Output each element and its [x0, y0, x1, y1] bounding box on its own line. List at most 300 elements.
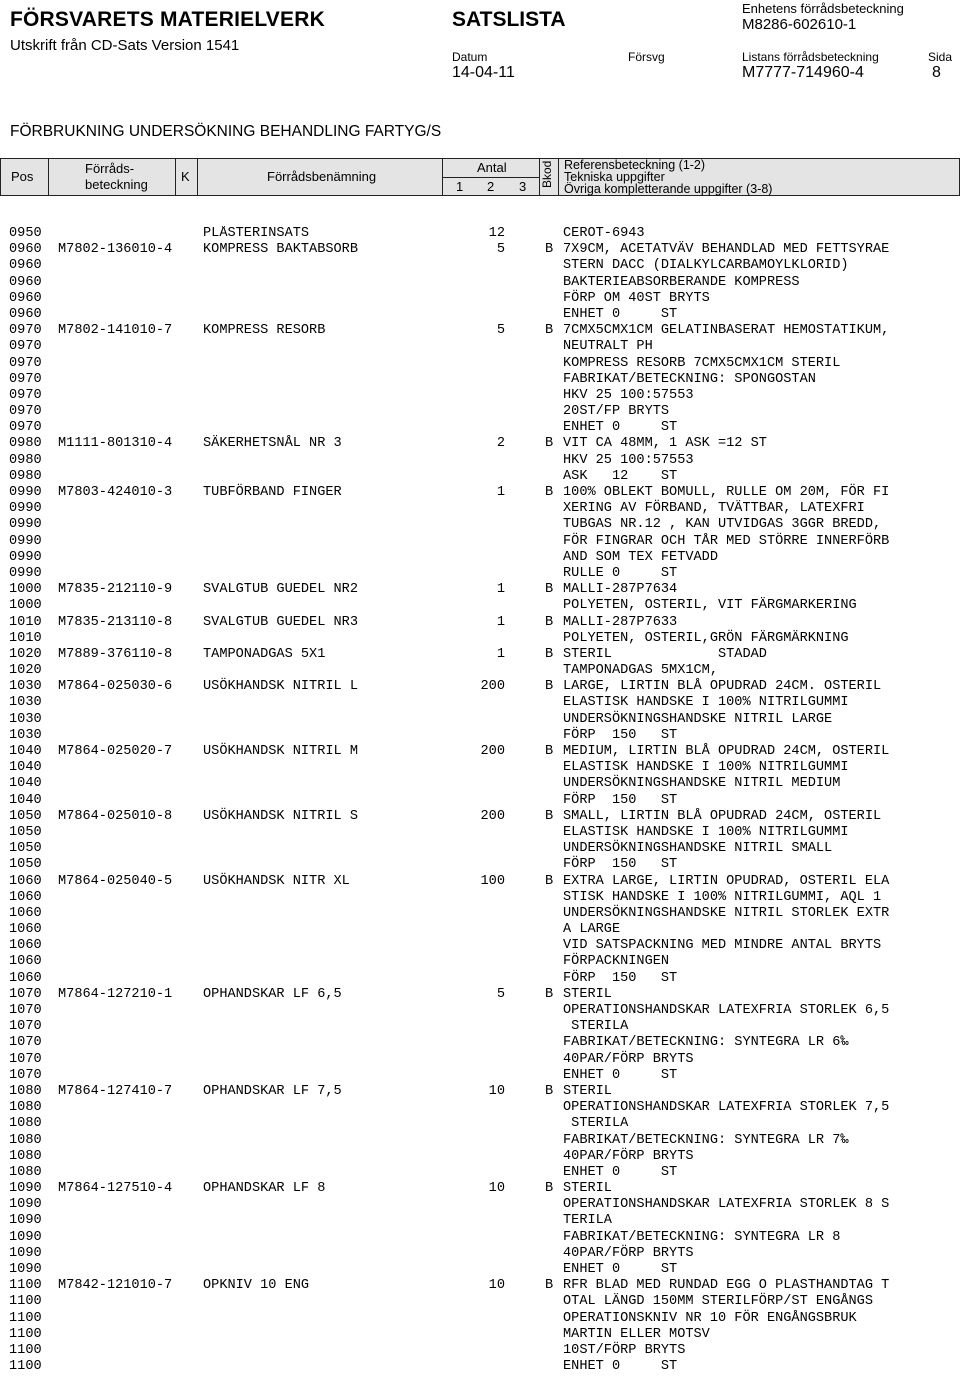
col-antal-3: 3: [519, 179, 527, 194]
row-reference: AND SOM TEX FETVADD: [563, 549, 718, 565]
table-row: [0, 453, 960, 469]
row-reference: STERIL: [563, 986, 612, 1002]
table-row: [0, 1133, 960, 1149]
row-article-number: M7889-376110-8: [58, 646, 173, 662]
row-bkod: B: [545, 679, 554, 695]
row-reference: MARTIN ELLER MOTSV: [563, 1326, 710, 1342]
row-reference: STERILA: [563, 1116, 629, 1132]
row-bkod: B: [545, 485, 554, 500]
row-reference: ASK 12 ST: [563, 468, 678, 484]
row-pos: 1080: [9, 1132, 42, 1148]
table-row: [0, 1084, 960, 1100]
page-label: Sida: [928, 50, 953, 64]
row-bkod: B: [545, 242, 554, 258]
row-pos: 1050: [9, 841, 42, 857]
col-k: K: [181, 169, 190, 184]
row-quantity: 12: [488, 226, 505, 241]
col-forrad-line1: Förråds-: [85, 161, 135, 176]
row-item-name: SÄKERHETSNÅL NR 3: [203, 436, 342, 452]
table-row: [0, 1149, 960, 1165]
unit-designation-label: Enhetens förrådsbeteckning: [742, 1, 904, 16]
row-pos: 0970: [9, 339, 42, 355]
row-quantity: 200: [480, 808, 505, 824]
table-row: [0, 388, 960, 404]
row-pos: 1030: [9, 679, 42, 695]
row-pos: 1030: [9, 695, 42, 711]
row-pos: 1090: [9, 1229, 42, 1245]
row-pos: 1030: [9, 711, 42, 727]
row-pos: 0980: [9, 452, 42, 468]
row-pos: 1040: [9, 776, 42, 792]
row-pos: 0990: [9, 549, 42, 565]
forsvg-label: Försvg: [628, 50, 665, 64]
col-ref-line3: Övriga kompletterande uppgifter (3-8): [564, 182, 773, 196]
row-reference: TERILA: [563, 1213, 612, 1229]
table-row: [0, 1246, 960, 1262]
row-reference: ENHET 0 ST: [563, 1164, 678, 1180]
row-reference: MALLI-287P7634: [563, 582, 678, 598]
row-item-name: SVALGTUB GUEDEL NR2: [203, 582, 358, 598]
row-pos: 1100: [9, 1294, 42, 1310]
row-pos: 1050: [9, 857, 42, 873]
row-article-number: M7802-141010-7: [58, 323, 173, 339]
row-pos: 1050: [9, 808, 42, 824]
table-row: [0, 1343, 960, 1359]
col-ref-line2: Tekniska uppgifter: [564, 170, 665, 184]
row-reference: TAMPONADGAS 5MX1CM,: [563, 663, 718, 679]
row-pos: 1080: [9, 1083, 42, 1099]
col-antal: Antal: [477, 160, 507, 175]
table-row: [0, 1278, 960, 1294]
row-article-number: M7842-121010-7: [58, 1278, 173, 1294]
row-item-name: OPKNIV 10 ENG: [203, 1278, 310, 1294]
row-item-name: TAMPONADGAS 5X1: [203, 646, 326, 662]
row-pos: 1070: [9, 986, 42, 1002]
row-pos: 0970: [9, 404, 42, 420]
row-bkod: B: [545, 986, 554, 1002]
row-quantity: 10: [488, 1181, 505, 1197]
row-reference: FÖRP 150 ST: [563, 727, 678, 743]
row-item-name: KOMPRESS RESORB: [203, 323, 326, 339]
column-divider: [197, 159, 198, 195]
row-pos: 0960: [9, 258, 42, 274]
row-article-number: M7864-025020-7: [58, 744, 173, 759]
row-reference: POLYETEN, OSTERIL,GRÖN FÄRGMÄRKNING: [563, 630, 849, 646]
row-item-name: USÖKHANDSK NITRIL S: [203, 808, 358, 824]
row-bkod: B: [545, 323, 554, 339]
row-pos: 1040: [9, 792, 42, 808]
row-reference: RFR BLAD MED RUNDAD EGG O PLASTHANDTAG T: [563, 1278, 890, 1294]
antal-divider: [442, 177, 539, 178]
table-row: [0, 971, 960, 987]
row-quantity: 5: [496, 242, 505, 258]
table-row: [0, 663, 960, 679]
row-reference: STERIL: [563, 1083, 612, 1099]
table-row: [0, 1262, 960, 1278]
table-row: [0, 404, 960, 420]
row-quantity: 10: [488, 1278, 505, 1294]
row-quantity: 200: [480, 679, 505, 695]
row-pos: 1030: [9, 727, 42, 743]
row-reference: ENHET 0 ST: [563, 1067, 678, 1083]
row-reference: MALLI-287P7633: [563, 614, 678, 630]
row-reference: STISK HANDSKE I 100% NITRILGUMMI, AQL 1: [563, 889, 882, 905]
row-pos: 1070: [9, 1051, 42, 1067]
row-reference: 40PAR/FÖRP BRYTS: [563, 1051, 694, 1067]
col-benamning: Förrådsbenämning: [267, 169, 377, 184]
row-pos: 1070: [9, 1003, 42, 1018]
row-item-name: OPHANDSKAR LF 7,5: [203, 1083, 342, 1099]
row-article-number: M7835-213110-8: [58, 614, 173, 630]
row-reference: ELASTISK HANDSKE I 100% NITRILGUMMI: [563, 760, 849, 776]
table-row: [0, 1197, 960, 1213]
row-bkod: B: [545, 582, 554, 598]
row-article-number: M7864-025030-6: [58, 679, 173, 695]
table-row: [0, 1181, 960, 1197]
table-row: [0, 776, 960, 792]
table-row: [0, 420, 960, 436]
row-pos: 1090: [9, 1197, 42, 1213]
row-bkod: B: [545, 808, 554, 824]
table-row: [0, 809, 960, 825]
table-row: [0, 825, 960, 841]
row-pos: 1060: [9, 905, 42, 921]
row-bkod: B: [545, 436, 554, 452]
row-reference: UNDERSÖKNINGSHANDSKE NITRIL STORLEK EXTR: [563, 905, 890, 921]
row-pos: 0980: [9, 436, 42, 452]
row-pos: 0990: [9, 517, 42, 533]
table-row: [0, 323, 960, 339]
row-pos: 0970: [9, 355, 42, 371]
table-row: [0, 1165, 960, 1181]
row-reference: BAKTERIEABSORBERANDE KOMPRESS: [563, 274, 800, 290]
row-quantity: 100: [480, 873, 505, 889]
row-bkod: B: [545, 646, 554, 662]
table-row: [0, 695, 960, 711]
row-reference: LARGE, LIRTIN BLÅ OPUDRAD 24CM. OSTERIL: [563, 679, 882, 695]
table-row: [0, 1213, 960, 1229]
table-row: [0, 615, 960, 631]
table-row: [0, 906, 960, 922]
row-reference: STERN DACC (DIALKYLCARBAMOYLKLORID): [563, 258, 849, 274]
row-reference: CEROT-6943: [563, 226, 645, 241]
organization-name: FÖRSVARETS MATERIELVERK: [10, 8, 325, 31]
list-designation-value: M7777-714960-4: [742, 64, 864, 81]
row-article-number: M7835-212110-9: [58, 582, 173, 598]
row-pos: 1080: [9, 1148, 42, 1164]
table-row: [0, 679, 960, 695]
date-value: 14-04-11: [452, 64, 515, 81]
row-pos: 1050: [9, 824, 42, 840]
col-ref-line1: Referensbeteckning (1-2): [564, 158, 706, 172]
column-divider: [558, 159, 559, 195]
row-article-number: M7864-127410-7: [58, 1083, 173, 1099]
row-pos: 0990: [9, 533, 42, 549]
table-row: [0, 469, 960, 485]
table-row: [0, 598, 960, 614]
row-reference: FÖRP OM 40ST BRYTS: [563, 290, 710, 306]
row-item-name: SVALGTUB GUEDEL NR3: [203, 614, 358, 630]
row-item-name: OPHANDSKAR LF 6,5: [203, 986, 342, 1002]
row-pos: 1090: [9, 1262, 42, 1277]
row-reference: ELASTISK HANDSKE I 100% NITRILGUMMI: [563, 695, 849, 711]
table-row: [0, 501, 960, 517]
row-reference: 40PAR/FÖRP BRYTS: [563, 1245, 694, 1261]
table-row: [0, 242, 960, 258]
table-row: [0, 1294, 960, 1310]
row-pos: 1020: [9, 646, 42, 662]
row-item-name: USÖKHANDSK NITRIL L: [203, 679, 358, 695]
table-row: [0, 712, 960, 728]
row-pos: 1100: [9, 1359, 42, 1375]
table-row: [0, 874, 960, 890]
print-source: Utskrift från CD-Sats Version 1541: [10, 37, 240, 54]
row-article-number: M7864-025040-5: [58, 873, 173, 889]
row-reference: ENHET 0 ST: [563, 1359, 678, 1375]
row-pos: 1060: [9, 922, 42, 938]
item-list: [0, 226, 960, 1378]
row-reference: XERING AV FÖRBAND, TVÄTTBAR, LATEXFRI: [563, 501, 865, 517]
row-item-name: TUBFÖRBAND FINGER: [203, 485, 342, 500]
table-row: [0, 534, 960, 550]
row-reference: EXTRA LARGE, LIRTIN OPUDRAD, OSTERIL ELA: [563, 873, 890, 889]
table-row: [0, 1230, 960, 1246]
table-row: [0, 356, 960, 372]
table-row: [0, 1003, 960, 1019]
row-pos: 0970: [9, 420, 42, 436]
table-row: [0, 566, 960, 582]
document-title: SATSLISTA: [452, 8, 566, 31]
row-reference: 7CMX5CMX1CM GELATINBASERAT HEMOSTATIKUM,: [563, 323, 890, 339]
row-article-number: M7802-136010-4: [58, 242, 173, 258]
table-row: [0, 728, 960, 744]
row-reference: SMALL, LIRTIN BLÅ OPUDRAD 24CM, OSTERIL: [563, 808, 882, 824]
col-bkod: Bkod: [540, 160, 554, 188]
table-row: [0, 258, 960, 274]
row-reference: OPERATIONSHANDSKAR LATEXFRIA STORLEK 8 S: [563, 1197, 890, 1213]
row-reference: 10ST/FÖRP BRYTS: [563, 1342, 686, 1358]
row-item-name: KOMPRESS BAKTABSORB: [203, 242, 358, 258]
row-reference: RULLE 0 ST: [563, 565, 678, 581]
row-pos: 1100: [9, 1310, 42, 1326]
row-bkod: B: [545, 1278, 554, 1294]
row-pos: 0990: [9, 485, 42, 500]
row-reference: KOMPRESS RESORB 7CMX5CMX1CM STERIL: [563, 355, 841, 371]
row-pos: 0960: [9, 306, 42, 322]
row-pos: 1060: [9, 938, 42, 954]
column-divider: [175, 159, 176, 195]
row-reference: UNDERSÖKNINGSHANDSKE NITRIL SMALL: [563, 841, 833, 857]
table-row: [0, 987, 960, 1003]
row-reference: STERILA: [563, 1019, 629, 1035]
row-pos: 1060: [9, 954, 42, 970]
table-row: [0, 1359, 960, 1375]
row-pos: 1080: [9, 1116, 42, 1132]
row-bkod: B: [545, 873, 554, 889]
table-row: [0, 841, 960, 857]
table-row: [0, 631, 960, 647]
table-row: [0, 485, 960, 501]
row-reference: FÖRP 150 ST: [563, 792, 678, 808]
row-quantity: 5: [496, 323, 505, 339]
row-quantity: 1: [496, 582, 505, 598]
row-pos: 1090: [9, 1213, 42, 1229]
table-row: [0, 954, 960, 970]
row-pos: 1060: [9, 873, 42, 889]
row-article-number: M7864-127510-4: [58, 1181, 173, 1197]
table-row: [0, 226, 960, 242]
row-reference: OPERATIONSHANDSKAR LATEXFRIA STORLEK 6,5: [563, 1003, 890, 1018]
row-pos: 0990: [9, 501, 42, 517]
row-pos: 0960: [9, 274, 42, 290]
row-pos: 0970: [9, 371, 42, 387]
table-row: [0, 291, 960, 307]
row-quantity: 1: [496, 485, 505, 500]
row-reference: OPERATIONSHANDSKAR LATEXFRIA STORLEK 7,5: [563, 1100, 890, 1116]
col-antal-2: 2: [487, 179, 495, 194]
table-row: [0, 1116, 960, 1132]
row-reference: A LARGE: [563, 922, 621, 938]
row-reference: STERIL STADAD: [563, 646, 767, 662]
row-pos: 1090: [9, 1181, 42, 1197]
row-pos: 0970: [9, 323, 42, 339]
row-pos: 1100: [9, 1278, 42, 1294]
row-reference: FABRIKAT/BETECKNING: SYNTEGRA LR 8: [563, 1229, 841, 1245]
row-reference: 7X9CM, ACETATVÄV BEHANDLAD MED FETTSYRAE: [563, 242, 890, 258]
row-reference: ENHET 0 ST: [563, 420, 678, 436]
row-article-number: M1111-801310-4: [58, 436, 173, 452]
table-row: [0, 744, 960, 760]
column-divider: [48, 159, 49, 195]
row-pos: 1010: [9, 614, 42, 630]
row-article-number: M7864-127210-1: [58, 986, 173, 1002]
row-article-number: M7864-025010-8: [58, 808, 173, 824]
row-item-name: USÖKHANDSK NITR XL: [203, 873, 350, 889]
row-bkod: B: [545, 614, 554, 630]
row-quantity: 1: [496, 614, 505, 630]
row-reference: 20ST/FP BRYTS: [563, 404, 670, 420]
row-reference: FABRIKAT/BETECKNING: SYNTEGRA LR 6‰: [563, 1035, 849, 1051]
row-reference: FABRIKAT/BETECKNING: SPONGOSTAN: [563, 371, 816, 387]
table-row: [0, 275, 960, 291]
col-forrad-line2: beteckning: [85, 177, 148, 192]
row-pos: 1060: [9, 970, 42, 986]
table-row: [0, 938, 960, 954]
row-quantity: 10: [488, 1083, 505, 1099]
table-row: [0, 517, 960, 533]
table-row: [0, 1327, 960, 1343]
table-row: [0, 339, 960, 355]
row-reference: ELASTISK HANDSKE I 100% NITRILGUMMI: [563, 824, 849, 840]
row-pos: 1000: [9, 582, 42, 598]
table-row: [0, 647, 960, 663]
table-row: [0, 760, 960, 776]
row-article-number: M7803-424010-3: [58, 485, 173, 500]
row-item-name: PLÅSTERINSATS: [203, 226, 310, 241]
table-row: [0, 1311, 960, 1327]
row-pos: 1070: [9, 1035, 42, 1051]
table-row: [0, 1035, 960, 1051]
page-number: 8: [932, 64, 941, 81]
table-row: [0, 307, 960, 323]
row-pos: 1060: [9, 889, 42, 905]
row-pos: 0960: [9, 242, 42, 258]
table-row: [0, 793, 960, 809]
column-header-bar: [0, 158, 960, 196]
table-row: [0, 550, 960, 566]
row-reference: STERIL: [563, 1181, 612, 1197]
table-row: [0, 372, 960, 388]
row-pos: 1070: [9, 1067, 42, 1083]
row-pos: 0960: [9, 290, 42, 306]
row-pos: 1080: [9, 1164, 42, 1180]
row-reference: FÖRP 150 ST: [563, 857, 678, 873]
row-reference: HKV 25 100:57553: [563, 452, 694, 468]
row-quantity: 5: [496, 986, 505, 1002]
row-reference: ENHET 0 ST: [563, 306, 678, 322]
row-pos: 1020: [9, 663, 42, 679]
row-reference: ENHET 0 ST: [563, 1262, 678, 1277]
row-reference: OTAL LÄNGD 150MM STERILFÖRP/ST ENGÅNGS: [563, 1294, 873, 1310]
row-reference: NEUTRALT PH: [563, 339, 653, 355]
date-label: Datum: [452, 50, 488, 64]
row-quantity: 200: [480, 744, 505, 759]
row-reference: FABRIKAT/BETECKNING: SYNTEGRA LR 7‰: [563, 1132, 849, 1148]
list-designation-label: Listans förrådsbeteckning: [742, 50, 879, 64]
table-row: [0, 1100, 960, 1116]
row-pos: 1090: [9, 1245, 42, 1261]
table-row: [0, 857, 960, 873]
row-reference: 100% OBLEKT BOMULL, RULLE OM 20M, FÖR FI: [563, 485, 890, 500]
row-pos: 1040: [9, 760, 42, 776]
section-title: FÖRBRUKNING UNDERSÖKNING BEHANDLING FARTYG/S: [10, 123, 442, 140]
row-pos: 1000: [9, 598, 42, 614]
row-reference: UNDERSÖKNINGSHANDSKE NITRIL LARGE: [563, 711, 833, 727]
row-bkod: B: [545, 1083, 554, 1099]
row-pos: 0990: [9, 565, 42, 581]
row-item-name: OPHANDSKAR LF 8: [203, 1181, 326, 1197]
row-quantity: 1: [496, 646, 505, 662]
row-pos: 1010: [9, 630, 42, 646]
row-pos: 1070: [9, 1019, 42, 1035]
row-reference: FÖR FINGRAR OCH TÅR MED STÖRRE INNERFÖRB: [563, 533, 890, 549]
unit-designation-value: M8286-602610-1: [742, 16, 857, 33]
row-reference: UNDERSÖKNINGSHANDSKE NITRIL MEDIUM: [563, 776, 841, 792]
row-pos: 0970: [9, 387, 42, 403]
col-antal-1: 1: [456, 179, 464, 194]
table-row: [0, 1052, 960, 1068]
row-item-name: USÖKHANDSK NITRIL M: [203, 744, 358, 759]
row-reference: MEDIUM, LIRTIN BLÅ OPUDRAD 24CM, OSTERIL: [563, 744, 890, 759]
table-row: [0, 922, 960, 938]
row-bkod: B: [545, 744, 554, 759]
table-row: [0, 890, 960, 906]
row-quantity: 2: [496, 436, 505, 452]
row-reference: TUBGAS NR.12 , KAN UTVIDGAS 3GGR BREDD,: [563, 517, 882, 533]
row-reference: VID SATSPACKNING MED MINDRE ANTAL BRYTS: [563, 938, 882, 954]
row-reference: FÖRP 150 ST: [563, 970, 678, 986]
row-pos: 1100: [9, 1326, 42, 1342]
row-reference: HKV 25 100:57553: [563, 387, 694, 403]
row-pos: 0950: [9, 226, 42, 241]
table-row: [0, 1068, 960, 1084]
row-pos: 1100: [9, 1342, 42, 1358]
row-bkod: B: [545, 1181, 554, 1197]
row-reference: VIT CA 48MM, 1 ASK =12 ST: [563, 436, 767, 452]
row-reference: 40PAR/FÖRP BRYTS: [563, 1148, 694, 1164]
table-row: [0, 1019, 960, 1035]
row-pos: 1040: [9, 744, 42, 759]
